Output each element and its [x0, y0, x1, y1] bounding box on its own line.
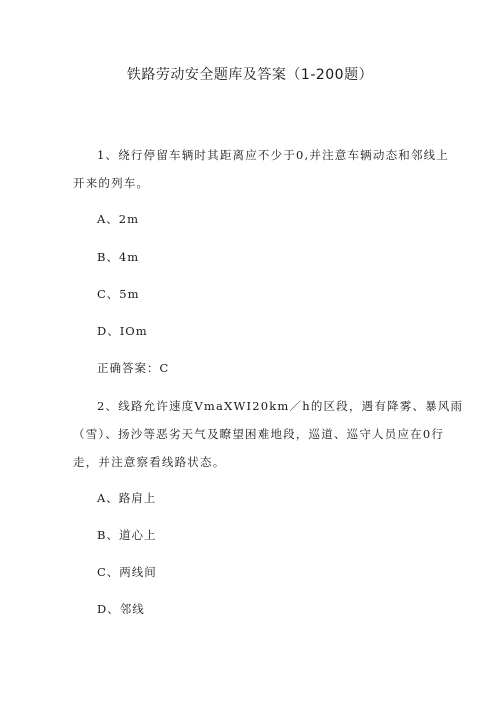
question-2-option-b: B、道心上 — [97, 528, 157, 542]
question-1-option-a: A、2m — [97, 212, 140, 226]
question-1-answer: 正确答案：C — [97, 361, 170, 375]
question-1-option-d: D、IOm — [97, 324, 148, 338]
question-1-option-b: B、4m — [97, 250, 140, 264]
question-2-text-line-3: 走，并注意察看线路状态。 — [73, 455, 226, 469]
question-2-option-c: C、两线间 — [97, 565, 157, 579]
question-1-option-c: C、5m — [97, 287, 140, 301]
question-2-text-line-2: （雪）、扬沙等恶劣天气及瞭望困难地段，巡道、巡守人员应在0行 — [73, 427, 445, 441]
question-1-text-line-1: 1、绕行停留车辆时其距离应不少于0,并注意车辆动态和邻线上 — [97, 148, 450, 162]
question-2-option-a: A、路肩上 — [97, 491, 157, 505]
question-1-text-line-2: 开来的列车。 — [73, 176, 150, 190]
document-title: 铁路劳动安全题库及答案（1-200题） — [126, 67, 374, 83]
question-2-option-d: D、邻线 — [97, 602, 145, 616]
question-2-text-line-1: 2、线路允许速度VmaXWI20km／h的区段，遇有降雾、暴风雨 — [97, 399, 464, 413]
